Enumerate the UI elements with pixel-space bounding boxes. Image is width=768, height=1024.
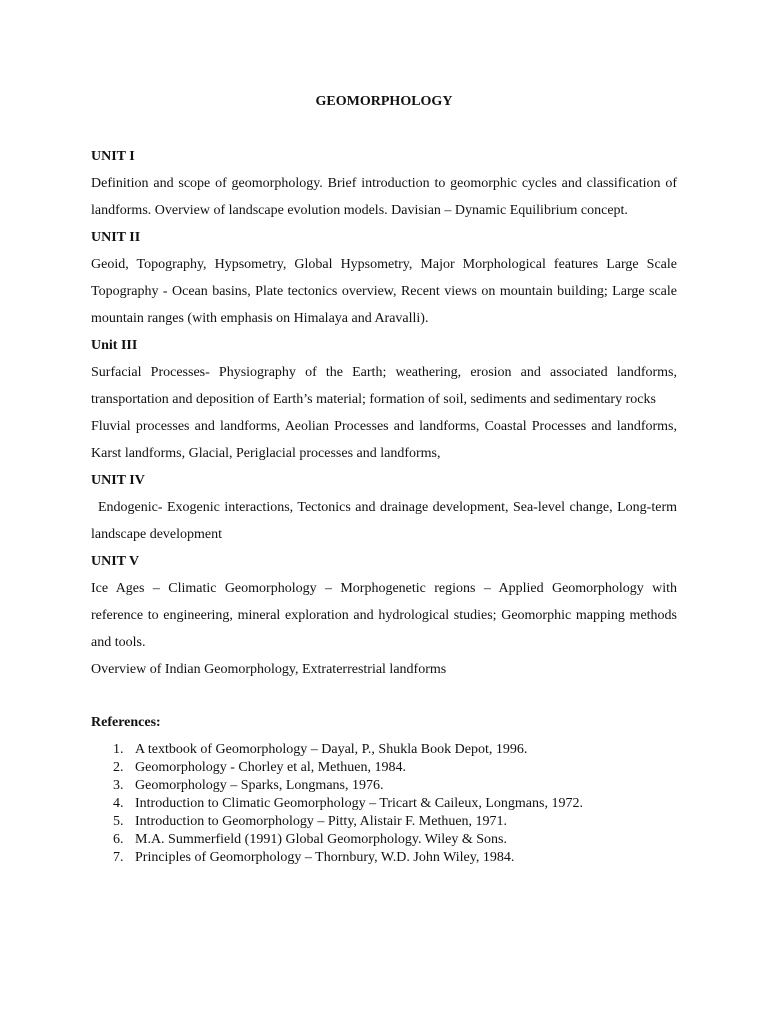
unit-5-heading: UNIT V bbox=[91, 554, 140, 569]
unit-4-section bbox=[91, 467, 677, 548]
unit-1-heading: UNIT I bbox=[91, 149, 135, 164]
reference-item bbox=[91, 777, 677, 795]
reference-number: 3. bbox=[113, 778, 124, 793]
reference-item bbox=[91, 759, 677, 777]
reference-number: 7. bbox=[113, 850, 124, 865]
unit-2-section bbox=[91, 224, 677, 332]
reference-number: 5. bbox=[113, 814, 124, 829]
unit-2-paragraph: Geoid, Topography, Hypsometry, Global Hypsometry, Major Morphological features Large Scale Topography - Ocean basins, Plate tectonics overview, Recent views on mountain building; Large scale mountain ranges (with emphasis on Himalaya and Aravalli). bbox=[91, 257, 677, 326]
unit-5-paragraph-1: Ice Ages – Climatic Geomorphology – Morphogenetic regions – Applied Geomorphology with reference to engineering, mineral exploration and hydrological studies; Geomorphic mapping methods and tools. bbox=[91, 581, 677, 650]
reference-item bbox=[91, 741, 677, 759]
unit-5-paragraph-2: Overview of Indian Geomorphology, Extraterrestrial landforms bbox=[91, 662, 447, 677]
unit-5-section bbox=[91, 548, 677, 683]
reference-number: 2. bbox=[113, 760, 124, 775]
unit-2-heading: UNIT II bbox=[91, 230, 141, 245]
unit-3-paragraph-1: Surfacial Processes- Physiography of the Earth; weathering, erosion and associated landforms, transportation and deposition of Earth’s material; formation of soil, sediments and sedimentary rocks bbox=[91, 365, 677, 407]
unit-3-paragraph-2: Fluvial processes and landforms, Aeolian Processes and landforms, Coastal Processes and landforms, Karst landforms, Glacial, Periglacial processes and landforms, bbox=[91, 419, 677, 461]
reference-item bbox=[91, 813, 677, 831]
reference-text: Geomorphology - Chorley et al, Methuen, 1984. bbox=[135, 760, 407, 775]
document-page bbox=[91, 92, 677, 867]
reference-text: Introduction to Climatic Geomorphology – Tricart & Caileux, Longmans, 1972. bbox=[135, 796, 583, 811]
reference-text: M.A. Summerfield (1991) Global Geomorphology. Wiley & Sons. bbox=[135, 832, 507, 847]
unit-3-section bbox=[91, 332, 677, 467]
unit-4-heading: UNIT IV bbox=[91, 473, 145, 488]
reference-number: 4. bbox=[113, 796, 124, 811]
reference-item bbox=[91, 849, 677, 867]
reference-number: 6. bbox=[113, 832, 124, 847]
references-heading: References: bbox=[91, 715, 161, 730]
references-list bbox=[91, 741, 677, 867]
unit-1-section bbox=[91, 143, 677, 224]
reference-text: A textbook of Geomorphology – Dayal, P., Shukla Book Depot, 1996. bbox=[135, 742, 528, 757]
reference-number: 1. bbox=[113, 742, 124, 757]
unit-3-heading: Unit III bbox=[91, 338, 138, 353]
reference-text: Geomorphology – Sparks, Longmans, 1976. bbox=[135, 778, 384, 793]
reference-item bbox=[91, 831, 677, 849]
document-title: GEOMORPHOLOGY bbox=[315, 94, 453, 109]
unit-1-paragraph: Definition and scope of geomorphology. Brief introduction to geomorphic cycles and classification of landforms. Overview of landscape evolution models. Davisian – Dynamic Equilibrium concept. bbox=[91, 176, 677, 218]
reference-text: Introduction to Geomorphology – Pitty, Alistair F. Methuen, 1971. bbox=[135, 814, 508, 829]
unit-4-paragraph: Endogenic- Exogenic interactions, Tectonics and drainage development, Sea-level change, Long-term landscape development bbox=[91, 500, 677, 542]
references-section bbox=[91, 713, 677, 867]
reference-text: Principles of Geomorphology – Thornbury, W.D. John Wiley, 1984. bbox=[135, 850, 515, 865]
reference-item bbox=[91, 795, 677, 813]
